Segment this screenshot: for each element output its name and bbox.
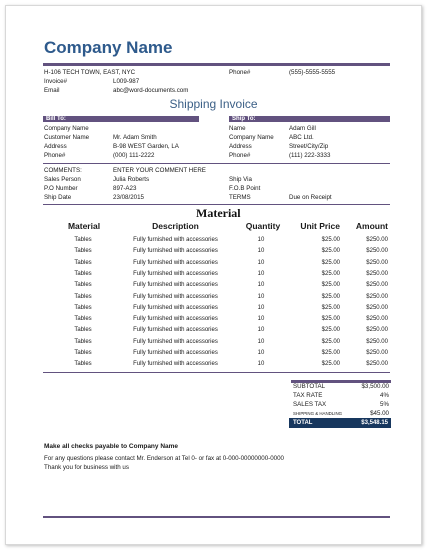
cell-amount: $250.00 <box>366 327 388 334</box>
cell-quantity: 10 <box>257 327 265 334</box>
table-caption: Material <box>196 206 241 220</box>
table-row <box>43 257 390 269</box>
bill-to-header: Bill To: <box>46 116 66 122</box>
bill-to-label: Phone# <box>44 152 66 159</box>
total-bar <box>289 418 391 428</box>
cell-amount: $250.00 <box>366 282 388 289</box>
cell-quantity: 10 <box>257 237 265 243</box>
cell-description: Fully furnished with accessories <box>133 350 218 356</box>
ship-to-value: Street/City/Zip <box>289 143 329 150</box>
fob-point-label: F.O.B Point <box>229 185 261 192</box>
sales-tax-value: 5% <box>380 401 389 408</box>
bill-to-band <box>43 116 199 122</box>
bill-to-value: (000) 111-2222 <box>113 152 155 159</box>
cell-material: Tables <box>74 259 92 266</box>
section-divider <box>43 163 390 164</box>
terms-value: Due on Receipt <box>289 194 332 201</box>
cell-material: Tables <box>74 248 92 255</box>
cell-quantity: 10 <box>257 350 265 356</box>
cell-unit-price: $25.00 <box>321 293 340 300</box>
cell-description: Fully furnished with accessories <box>133 248 218 255</box>
sales-tax-label: SALES TAX <box>293 401 327 408</box>
questions-note: For any questions please contact Mr. Enderson at Tel 0- or fax at 0-000-00000000-0000 <box>44 455 284 462</box>
cell-amount: $250.00 <box>366 338 388 345</box>
bill-to-label: Company Name <box>44 125 89 132</box>
cell-description: Fully furnished with accessories <box>133 361 218 368</box>
footer-rule <box>43 516 390 518</box>
total-value: $3,548.15 <box>361 420 388 426</box>
invoice-number: L009-987 <box>113 78 140 85</box>
email-value: abc@word-documents.com <box>113 87 189 94</box>
header-rule <box>43 63 390 66</box>
table-row <box>43 324 390 336</box>
table-row <box>43 268 390 280</box>
cell-unit-price: $25.00 <box>321 304 340 311</box>
cell-unit-price: $25.00 <box>321 350 340 356</box>
cell-unit-price: $25.00 <box>321 361 340 368</box>
cell-material: Tables <box>74 350 92 356</box>
cell-amount: $250.00 <box>366 293 388 300</box>
sales-person-label: Sales Person <box>44 176 81 183</box>
cell-description: Fully furnished with accessories <box>133 304 218 311</box>
cell-quantity: 10 <box>257 304 265 311</box>
cell-description: Fully furnished with accessories <box>133 338 218 345</box>
table-row <box>43 291 390 303</box>
po-number-value: 897-A23 <box>113 185 137 192</box>
cell-unit-price: $25.00 <box>321 259 340 266</box>
cell-amount: $250.00 <box>366 259 388 266</box>
subtotal-label: SUBTOTAL <box>293 383 326 390</box>
ship-to-value: (111) 222-3333 <box>289 152 331 159</box>
table-row <box>43 279 390 291</box>
cell-amount: $250.00 <box>366 361 388 368</box>
subtotal-value: $3,500.00 <box>361 383 389 390</box>
cell-quantity: 10 <box>257 338 265 345</box>
cell-amount: $250.00 <box>366 248 388 255</box>
bill-to-value: Mr. Adam Smith <box>113 134 157 141</box>
company-name: Company Name <box>44 38 173 57</box>
cell-material: Tables <box>74 237 92 243</box>
cell-description: Fully furnished with accessories <box>133 270 218 277</box>
tax-rate-label: TAX RATE <box>293 392 323 399</box>
ship-date-label: Ship Date <box>44 194 72 201</box>
cell-quantity: 10 <box>257 316 265 323</box>
cell-unit-price: $25.00 <box>321 270 340 277</box>
cell-amount: $250.00 <box>366 270 388 277</box>
cell-material: Tables <box>74 361 92 368</box>
comments-label: COMMENTS: <box>44 167 82 174</box>
invoice-number-label: Invoice# <box>44 78 68 85</box>
ship-to-value: Adam Gill <box>289 125 316 132</box>
col-header-unit-price: Unit Price <box>300 221 340 231</box>
cell-quantity: 10 <box>257 361 265 368</box>
cell-unit-price: $25.00 <box>321 237 340 243</box>
cell-material: Tables <box>74 304 92 311</box>
shipping-value: $45.00 <box>370 410 389 417</box>
sales-person-value: Julia Roberts <box>113 176 150 183</box>
table-row <box>43 302 390 314</box>
ship-to-band <box>229 116 390 122</box>
cell-material: Tables <box>74 327 92 334</box>
total-label: TOTAL <box>293 420 313 426</box>
cell-material: Tables <box>74 270 92 277</box>
email-label: Email <box>44 87 60 94</box>
cell-unit-price: $25.00 <box>321 327 340 334</box>
document-title: Shipping Invoice <box>169 97 258 111</box>
cell-description: Fully furnished with accessories <box>133 237 218 243</box>
phone-label: Phone# <box>229 69 251 76</box>
col-header-material: Material <box>67 221 101 231</box>
terms-label: TERMS <box>229 194 251 201</box>
cell-description: Fully furnished with accessories <box>133 327 218 334</box>
cell-quantity: 10 <box>257 248 265 255</box>
table-bottom-rule <box>43 372 390 373</box>
cell-description: Fully furnished with accessories <box>133 282 218 289</box>
cell-unit-price: $25.00 <box>321 316 340 323</box>
cell-unit-price: $25.00 <box>321 248 340 255</box>
cell-quantity: 10 <box>257 259 265 266</box>
ship-to-label: Phone# <box>229 152 251 159</box>
table-row <box>43 347 390 359</box>
bill-to-label: Address <box>44 143 67 150</box>
bill-to-label: Customer Name <box>44 134 90 141</box>
section-divider <box>43 204 390 205</box>
cell-amount: $250.00 <box>366 237 388 243</box>
ship-to-label: Company Name <box>229 134 274 141</box>
po-number-label: P.O Number <box>44 185 78 192</box>
comments-value: ENTER YOUR COMMENT HERE <box>113 167 206 174</box>
cell-description: Fully furnished with accessories <box>133 293 218 300</box>
table-row <box>43 234 390 246</box>
ship-via-label: Ship Via <box>229 176 252 183</box>
table-row <box>43 336 390 348</box>
bill-to-value: B-98 WEST Garden, LA <box>113 143 179 150</box>
cell-unit-price: $25.00 <box>321 338 340 345</box>
cell-quantity: 10 <box>257 282 265 289</box>
payable-note: Make all checks payable to Company Name <box>44 443 179 450</box>
cell-amount: $250.00 <box>366 350 388 356</box>
cell-amount: $250.00 <box>366 304 388 311</box>
cell-unit-price: $25.00 <box>321 282 340 289</box>
shipping-label: SHIPPING & HANDLING <box>293 411 343 416</box>
cell-material: Tables <box>74 293 92 300</box>
table-row <box>43 313 390 325</box>
cell-material: Tables <box>74 316 92 323</box>
ship-to-label: Address <box>229 143 252 150</box>
table-row <box>43 245 390 257</box>
thanks-note: Thank you for business with us <box>44 464 129 471</box>
company-address: H-106 TECH TOWN, EAST, NYC <box>44 69 136 76</box>
ship-to-label: Name <box>229 125 246 132</box>
cell-material: Tables <box>74 338 92 345</box>
tax-rate-value: 4% <box>380 392 389 399</box>
col-header-description: Description <box>152 221 199 231</box>
cell-description: Fully furnished with accessories <box>133 316 218 323</box>
ship-to-value: ABC Ltd. <box>289 134 314 141</box>
col-header-quantity: Quantity <box>245 221 281 231</box>
cell-quantity: 10 <box>257 293 265 300</box>
cell-material: Tables <box>74 282 92 289</box>
cell-amount: $250.00 <box>366 316 388 323</box>
cell-description: Fully furnished with accessories <box>133 259 218 266</box>
ship-date-value: 23/08/2015 <box>113 194 144 201</box>
invoice-page <box>5 5 422 545</box>
phone-value: (555)-5555-5555 <box>289 69 336 76</box>
table-row <box>43 358 390 370</box>
cell-quantity: 10 <box>257 270 265 277</box>
ship-to-header: Ship To: <box>232 116 256 122</box>
col-header-amount: Amount <box>355 221 388 231</box>
